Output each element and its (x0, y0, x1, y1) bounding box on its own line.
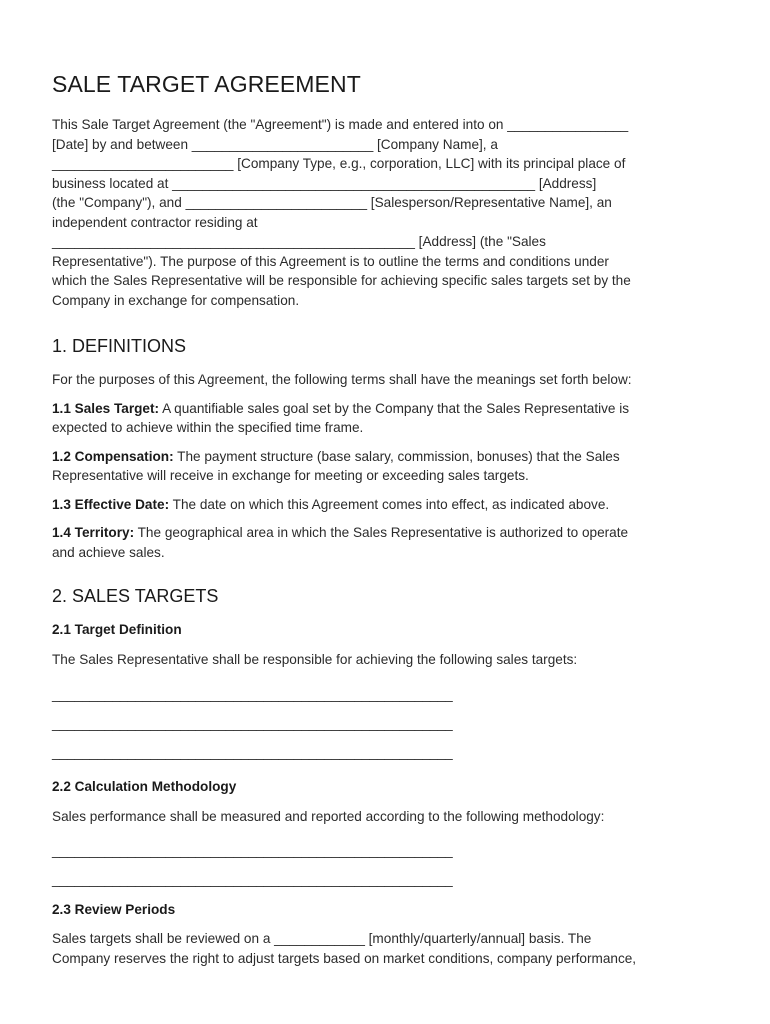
section-heading-definitions: 1. DEFINITIONS (52, 336, 187, 356)
definition-text: and achieve sales. (52, 544, 165, 560)
definition-term: 1.4 Territory: (52, 525, 135, 540)
intro-line: independent contractor residing at (52, 214, 258, 230)
definition-text: expected to achieve within the specified time frame. (52, 420, 364, 435)
blank-line: _____________________________________________________ (52, 872, 453, 887)
definition-effective-date (52, 495, 722, 515)
subsection-text: Company reserves the right to adjust targets based on market conditions, company performance, (52, 950, 637, 966)
subsection-heading: 2.1 Target Definition (52, 622, 182, 637)
subsection-heading: 2.2 Calculation Methodology (52, 778, 237, 794)
intro-line: [Date] by and between ________________________ [Company Name], a (52, 136, 498, 152)
intro-line: Representative"). The purpose of this Agreement is to outline the terms and conditions under (52, 253, 609, 269)
intro-paragraph (52, 115, 722, 310)
definition-text: The date on which this Agreement comes into effect, as indicated above. (169, 496, 610, 512)
definitions-lead: For the purposes of this Agreement, the following terms shall have the meanings set forth below: (52, 372, 632, 387)
definition-compensation (52, 447, 722, 486)
intro-line: (the "Company"), and ________________________ [Salesperson/Representative Name], an (52, 195, 612, 210)
intro-line: business located at ________________________________________________ [Address] (52, 175, 597, 191)
blank-line: _____________________________________________________ (52, 715, 453, 731)
intro-line: This Sale Target Agreement (the "Agreement") is made and entered into on ________________ (52, 117, 629, 132)
blank-line: _____________________________________________________ (52, 843, 453, 858)
definition-territory (52, 523, 722, 562)
subsection-text: Sales performance shall be measured and reported according to the following methodology: (52, 808, 605, 824)
document-body (52, 70, 722, 968)
subsection-heading: 2.3 Review Periods (52, 902, 176, 917)
intro-line: Company in exchange for compensation. (52, 292, 300, 308)
definition-term: 1.1 Sales Target: (52, 400, 160, 416)
blank-line: _____________________________________________________ (52, 686, 453, 702)
subsection-text: Sales targets shall be reviewed on a ____________ [monthly/quarterly/annual] basis. The (52, 931, 592, 946)
intro-line: which the Sales Representative will be responsible for achieving specific sales targets set by the (52, 273, 631, 288)
definition-text: The geographical area in which the Sales Representative is authorized to operate (134, 525, 629, 540)
definition-term: 1.3 Effective Date: (52, 496, 170, 512)
definition-term: 1.2 Compensation: (52, 448, 174, 464)
blank-line: _____________________________________________________ (52, 744, 453, 760)
definition-text: Representative will receive in exchange for meeting or exceeding sales targets. (52, 468, 529, 483)
intro-line: ________________________ [Company Type, e.g., corporation, LLC] with its principal place of (52, 156, 626, 171)
subsection-text: The Sales Representative shall be responsible for achieving the following sales targets: (52, 652, 578, 667)
definition-text: A quantifiable sales goal set by the Company that the Sales Representative is (159, 400, 630, 416)
definition-text: The payment structure (base salary, commission, bonuses) that the Sales (173, 448, 620, 464)
document-title: SALE TARGET AGREEMENT (52, 71, 361, 97)
intro-line: ________________________________________________ [Address] (the "Sales (52, 234, 546, 249)
definition-sales-target (52, 399, 722, 438)
section-heading-sales-targets: 2. SALES TARGETS (52, 586, 219, 606)
